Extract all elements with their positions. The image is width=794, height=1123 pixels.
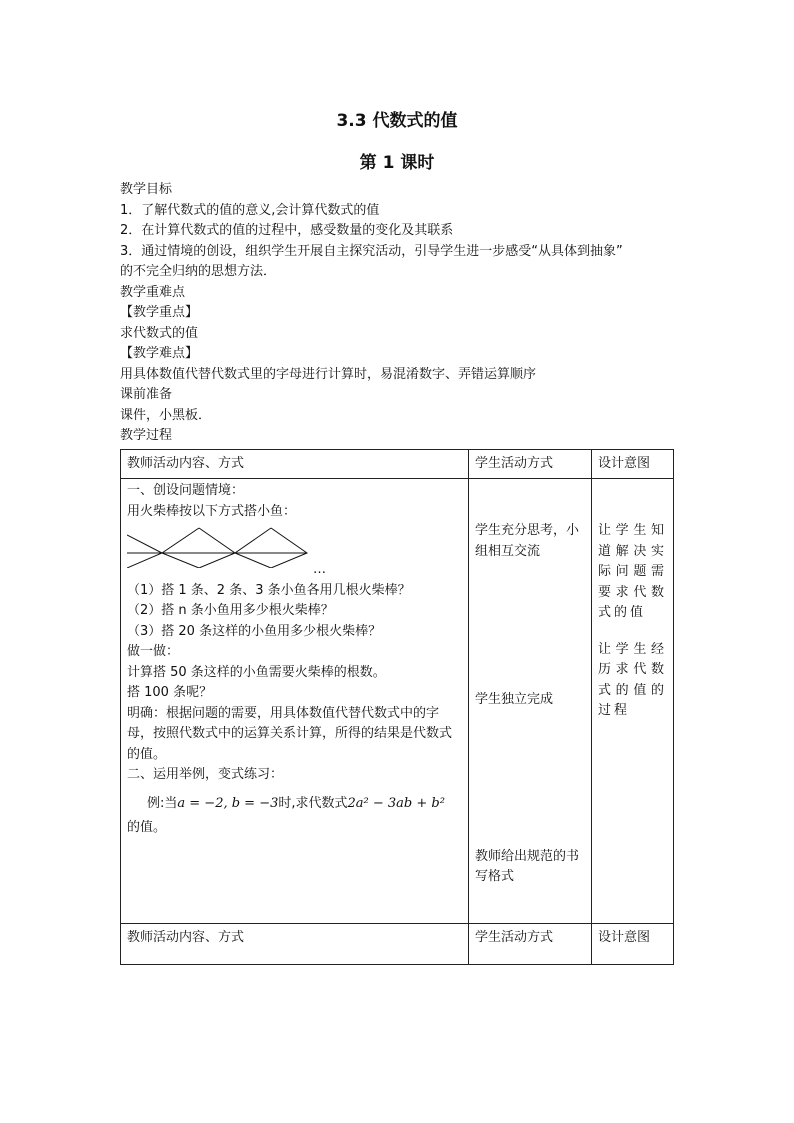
student-activity-3: 教师给出规范的书写格式 [475,848,580,884]
key-text: 求代数式的值 [120,325,199,341]
table-content-row [121,479,674,924]
page-title: 3.3 代数式的值 [336,111,458,131]
fish-ellipsis: … [313,562,326,577]
goal-1: 1．了解代数式的值的意义,会计算代数式的值 [120,202,380,218]
keypoints-heading: 教学重难点 [120,284,186,300]
key-label: 【教学重点】 [120,305,199,320]
prep-heading: 课前准备 [120,387,173,402]
teacher-activity-cell [121,479,469,924]
goals-heading: 教学目标 [120,182,173,197]
repeat-header-student: 学生活动方式 [469,924,592,965]
goal-3-line-1: 3．通过情境的创设，组织学生开展自主探究活动，引导学生进一步感受“从具体到抽象” [120,243,623,259]
question-1: （1）搭 1 条、2 条、3 条小鱼各用几根火柴棒？ [127,582,411,598]
try-line-1: 计算搭 50 条这样的小鱼需要火柴棒的根数。 [127,664,386,680]
example-condition: a = −2, b = −3 [177,795,279,811]
design-intent-2: 让学生经历求代数式的值的过程 [598,641,667,718]
example-prefix: 例:当 [147,795,178,811]
example-expression: 2a² − 3ab + b² [347,795,445,811]
section-2-heading: 二、运用举例，变式练习： [127,767,284,782]
design-intent-cell [592,479,674,924]
example-mid: 时,求代数式 [278,795,348,811]
teaching-process-table [120,449,674,965]
student-activity-2: 学生独立完成 [475,692,554,707]
question-3: （3）搭 20 条这样的小鱼用多少根火柴棒？ [127,623,382,639]
prep-text: 课件，小黑板． [120,407,212,423]
clarify-paragraph: 明确：根据问题的需要，用具体数值代替代数式中的字母，按照代数式中的运算关系计算，所得的结果是代数式的值。 [127,705,453,762]
table-repeat-header-row [121,924,674,965]
difficult-label: 【教学难点】 [120,346,199,361]
repeat-header-design: 设计意图 [592,924,674,965]
header-design: 设计意图 [592,450,674,479]
goal-2: 2．在计算代数式的值的过程中，感受数量的变化及其联系 [120,223,454,238]
student-activity-cell [469,479,592,924]
example-line [127,794,462,815]
try-heading: 做一做： [127,644,180,659]
intro-section [120,180,680,447]
try-line-2: 搭 100 条呢？ [127,685,213,700]
header-student: 学生活动方式 [469,450,592,479]
table-header-row [121,450,674,479]
goal-3-line-2: 的不完全归纳的思想方法． [120,264,277,279]
example-suffix: 的值。 [127,820,167,835]
lesson-subtitle: 第 1 课时 [359,153,435,173]
design-intent-1: 让学生知道解决实际问题需要求代数式的值 [598,523,667,620]
section-1-heading: 一、创设问题情境： [127,483,245,498]
difficult-text: 用具体数值代替代数式里的字母进行计算时，易混淆数字、弄错运算顺序 [120,366,537,382]
matchstick-intro: 用火柴棒按以下方式搭小鱼： [127,503,297,519]
student-activity-1: 学生充分思考，小组相互交流 [475,523,580,559]
process-heading: 教学过程 [120,428,173,443]
header-teacher: 教师活动内容、方式 [121,450,469,479]
question-2: （2）搭 n 条小鱼用多少根火柴棒？ [127,603,334,618]
repeat-header-teacher: 教师活动内容、方式 [121,924,469,965]
